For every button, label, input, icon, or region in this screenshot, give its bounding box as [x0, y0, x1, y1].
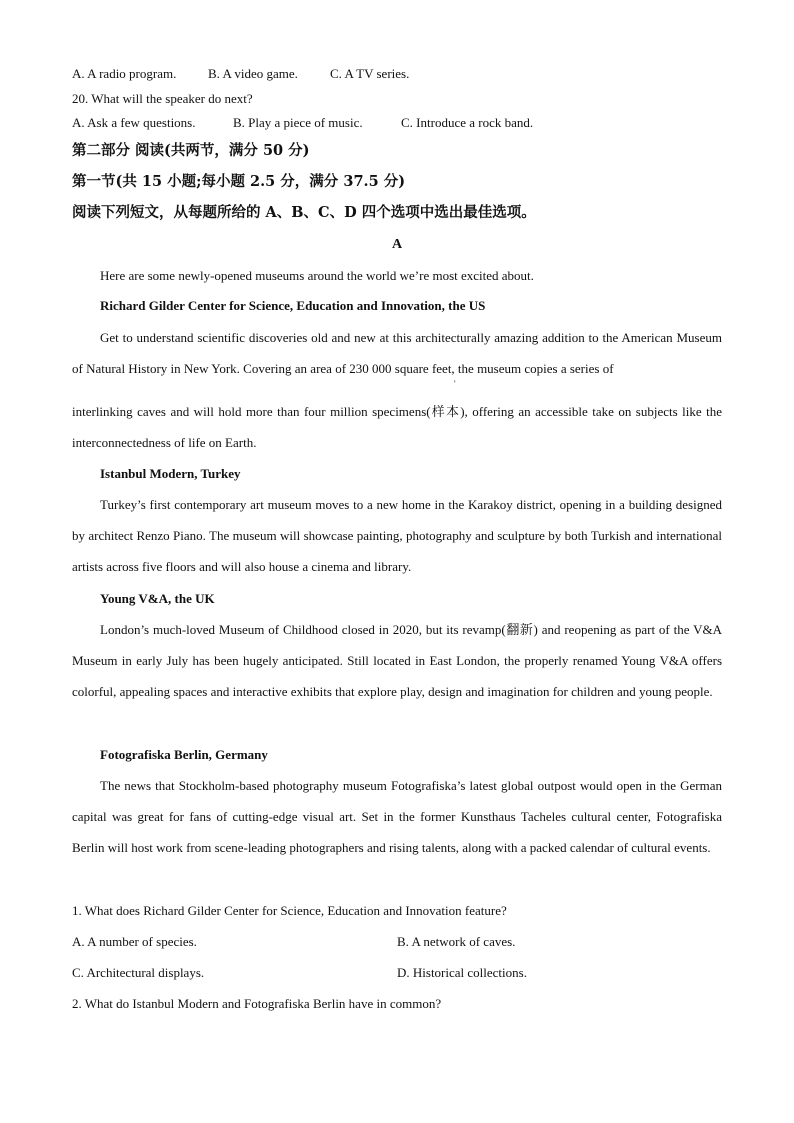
- question-1-option-c: C. Architectural displays.: [72, 965, 205, 980]
- q20-option-c: C. Introduce a rock band.: [401, 115, 534, 130]
- paragraph-gilder-1: Get to understand scientific discoveries old and new at this architecturally amazing addition to the American Museum of Natural History in New York. Covering an area of 230 000 square feet, the museum copies a series of: [72, 330, 722, 376]
- passage-label: A: [391, 237, 403, 252]
- section-title-fotografiska: Fotografiska Berlin, Germany: [100, 747, 268, 762]
- stray-mark: ': [454, 379, 456, 389]
- q20-option-b: B. Play a piece of music.: [233, 115, 363, 130]
- question-1: 1. What does Richard Gilder Center for Science, Education and Innovation feature?: [72, 903, 507, 918]
- paragraph-istanbul: Turkey’s first contemporary art museum moves to a new home in the Karakoy district, opening in a building designed by architect Renzo Piano. The museum will showcase painting, photography and sculpture by both Turkish and international artists across five floors and will also house a cinema and library.: [72, 497, 722, 574]
- part2-heading: 第二部分 阅读(共两节，满分 50 分): [72, 142, 310, 159]
- q19-options: [72, 66, 409, 82]
- q20-stem: 20. What will the speaker do next?: [72, 91, 253, 106]
- q19-option-a: A. A radio program.: [72, 66, 177, 81]
- section-title-young-va: Young V&A, the UK: [100, 591, 215, 606]
- paragraph-fotografiska: The news that Stockholm-based photography museum Fotografiska’s latest global outpost would open in the German capital was great for fans of cutting-edge visual art. Set in the former Kunsthaus Tacheles cultural center, Fotografiska Berlin will host work from scene-leading photographers and rising talents, along with a packed calendar of cultural events.: [72, 778, 722, 855]
- instruction-heading: 阅读下列短文，从每题所给的 A、B、C、D 四个选项中选出最佳选项。: [72, 204, 536, 221]
- q19-option-c: C. A TV series.: [330, 66, 410, 81]
- question-2: 2. What do Istanbul Modern and Fotografiska Berlin have in common?: [72, 996, 442, 1011]
- question-1-option-a: A. A number of species.: [72, 934, 197, 949]
- q19-option-b: B. A video game.: [208, 66, 298, 81]
- question-1-option-b: B. A network of caves.: [397, 934, 516, 949]
- section-title-istanbul: Istanbul Modern, Turkey: [100, 466, 241, 481]
- q20-options: [72, 115, 533, 131]
- section-title-gilder: Richard Gilder Center for Science, Education and Innovation, the US: [100, 298, 486, 313]
- passage-intro: Here are some newly-opened museums around the world we’re most excited about.: [100, 268, 534, 283]
- paragraph-young-va: London’s much-loved Museum of Childhood closed in 2020, but its revamp(翻新) and reopening as part of the V&A Museum in early July has been hugely anticipated. Still located in East London, the properly renamed Young V&A offers colorful, appealing spaces and interactive exhibits that explore play, design and imagination for children and young people.: [72, 622, 722, 699]
- question-1-option-d: D. Historical collections.: [397, 965, 527, 980]
- q20-option-a: A. Ask a few questions.: [72, 115, 196, 130]
- section1-heading: 第一节(共 15 小题;每小题 2.5 分，满分 37.5 分): [72, 173, 406, 190]
- paragraph-gilder-2: interlinking caves and will hold more than four million specimens(样本), offering an accessible take on subjects like the interconnectedness of life on Earth.: [72, 404, 722, 450]
